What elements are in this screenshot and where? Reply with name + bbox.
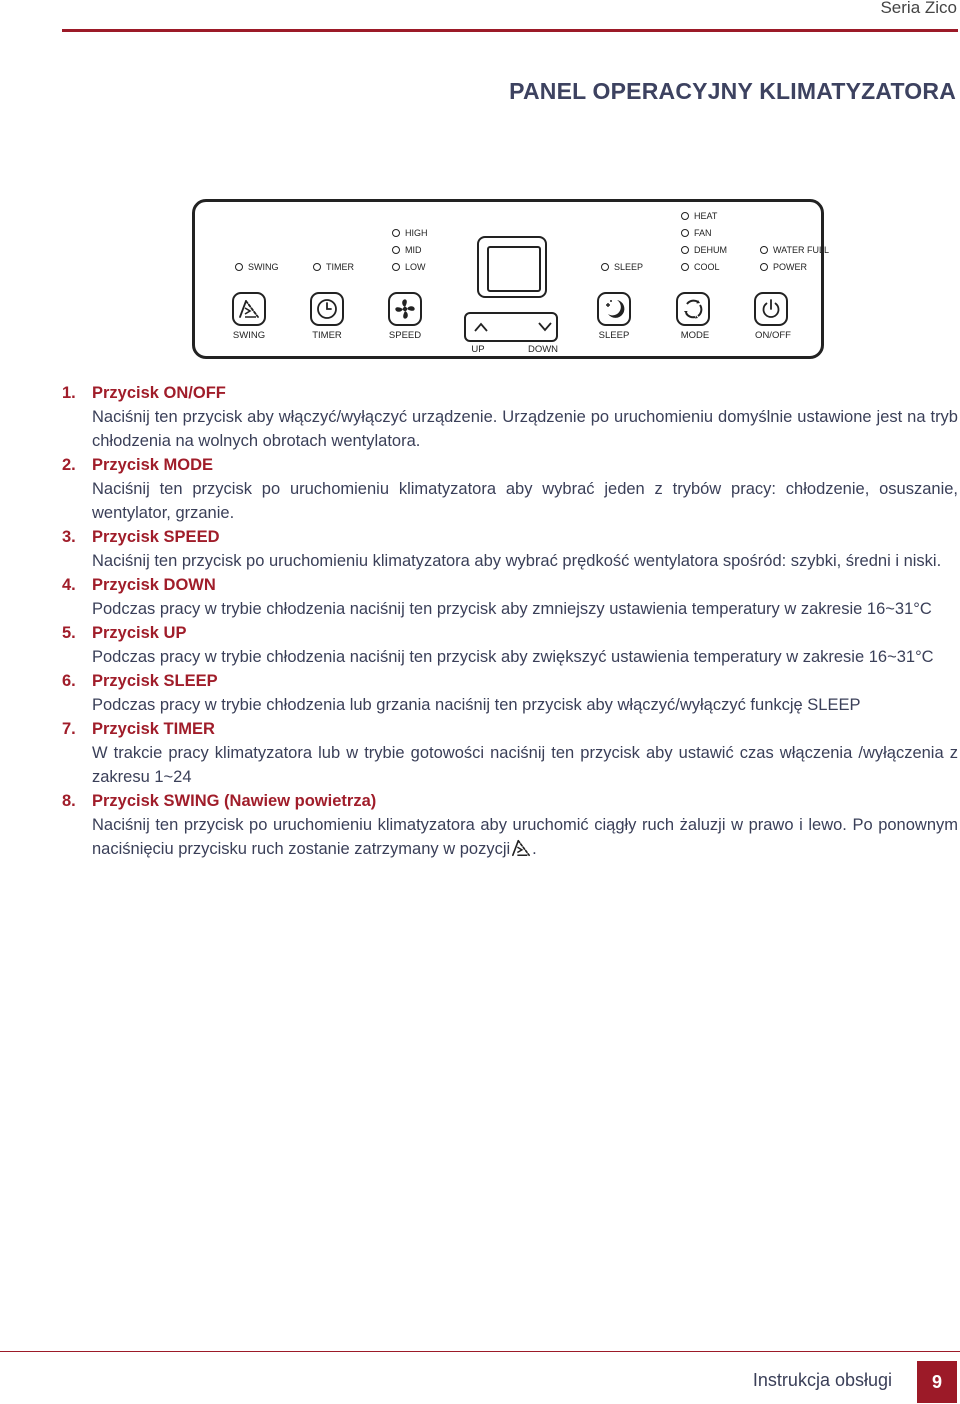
power-icon: [759, 297, 783, 321]
timer-button-label: TIMER: [312, 330, 342, 341]
list-item: 1. Przycisk ON/OFF Naciśnij ten przycisk aby włączyć/wyłączyć urządzenie. Urządzenie po uruchomieniu domyślnie ustawione jest na tryb chłodzenia na wolnych obrotach wentylatora.: [62, 381, 958, 453]
indicator-power: POWER: [760, 262, 807, 272]
mode-button-label: MODE: [680, 330, 710, 341]
list-item: 3. Przycisk SPEED Naciśnij ten przycisk po uruchomieniu klimatyzatora aby wybrać prędkość wentylatora spośród: szybki, średni i niski.: [62, 525, 958, 573]
indicator-timer: TIMER: [313, 262, 354, 272]
swing-icon: [237, 297, 261, 321]
list-item: 6. Przycisk SLEEP Podczas pracy w trybie chłodzenia lub grzania naciśnij ten przycisk aby włączyć/wyłączyć funkcję SLEEP: [62, 669, 958, 717]
led-icon: [760, 246, 768, 254]
item-heading: Przycisk DOWN: [92, 576, 216, 594]
series-name: Seria Zico: [880, 0, 957, 17]
item-heading: Przycisk SWING (Nawiew powietrza): [92, 792, 377, 810]
footer-title: Instrukcja obsługi: [752, 1370, 892, 1390]
swing-button[interactable]: [232, 292, 266, 326]
fan-icon: [393, 297, 417, 321]
item-heading: Przycisk SPEED: [92, 528, 220, 546]
item-description: Podczas pracy w trybie chłodzenia lub grzania naciśnij ten przycisk aby włączyć/wyłączyć funkcję SLEEP: [92, 696, 861, 714]
item-heading: Przycisk UP: [92, 624, 187, 642]
footer-rule: [0, 1351, 960, 1352]
page-number: 9: [917, 1361, 957, 1403]
lcd-display: [477, 236, 547, 298]
indicator-high: HIGH: [392, 228, 428, 238]
mode-button[interactable]: [676, 292, 710, 326]
page-title: PANEL OPERACYJNY KLIMATYZATORA: [509, 78, 956, 104]
led-icon: [681, 212, 689, 220]
clock-icon: [315, 297, 339, 321]
header-rule: [62, 29, 958, 32]
item-description: Podczas pracy w trybie chłodzenia naciśnij ten przycisk aby zwiększyć ustawienia temperatury w zakresie 16~31°C: [92, 648, 934, 666]
indicator-sleep: SLEEP: [601, 262, 643, 272]
list-item: 8. Przycisk SWING (Nawiew powietrza) Naciśnij ten przycisk po uruchomieniu klimatyzatora aby uruchomić ciągły ruch żaluzji w prawo i lewo. Po ponownym naciśnięciu przycisku ruch zostanie zatrzymany w pozycji .: [62, 789, 958, 861]
sleep-button[interactable]: [597, 292, 631, 326]
item-description: Naciśnij ten przycisk po uruchomieniu klimatyzatora aby wybrać prędkość wentylatora spośród: szybki, średni i niski.: [92, 552, 942, 570]
indicator-low: LOW: [392, 262, 426, 272]
led-icon: [235, 263, 243, 271]
led-icon: [681, 246, 689, 254]
led-icon: [681, 229, 689, 237]
sleep-button-label: SLEEP: [598, 330, 630, 341]
instructions-list: [62, 381, 958, 861]
swing-icon: [510, 838, 532, 858]
indicator-swing: SWING: [235, 262, 279, 272]
control-panel-diagram: [192, 199, 830, 359]
indicator-water-full: WATER FULL: [760, 245, 829, 255]
list-item: 4. Przycisk DOWN Podczas pracy w trybie chłodzenia naciśnij ten przycisk aby zmniejszy ustawienia temperatury w zakresie 16~31°C: [62, 573, 958, 621]
chevron-down-icon[interactable]: [538, 321, 552, 333]
indicator-fan: FAN: [681, 228, 712, 238]
up-button-label: UP: [471, 344, 485, 355]
speed-button[interactable]: [388, 292, 422, 326]
indicator-heat: HEAT: [681, 211, 717, 221]
indicator-dehum: DEHUM: [681, 245, 727, 255]
onoff-button-label: ON/OFF: [755, 330, 791, 341]
swing-button-label: SWING: [232, 330, 266, 341]
mode-cycle-icon: [681, 297, 705, 321]
list-item: 2. Przycisk MODE Naciśnij ten przycisk po uruchomieniu klimatyzatora aby wybrać jeden z trybów pracy: chłodzenie, osuszanie, wentylator, grzanie.: [62, 453, 958, 525]
item-description: Naciśnij ten przycisk aby włączyć/wyłączyć urządzenie. Urządzenie po uruchomieniu domyślnie ustawione jest na tryb chłodzenia na wolnych obrotach wentylatora.: [92, 408, 958, 450]
up-down-buttons: [464, 312, 558, 342]
led-icon: [392, 246, 400, 254]
list-item: 5. Przycisk UP Podczas pracy w trybie chłodzenia naciśnij ten przycisk aby zwiększyć ustawienia temperatury w zakresie 16~31°C: [62, 621, 958, 669]
item-description: W trakcie pracy klimatyzatora lub w trybie gotowości naciśnij ten przycisk aby ustawić czas włączenia /wyłączenia z zakresu 1~24: [92, 744, 958, 786]
item-description: Podczas pracy w trybie chłodzenia naciśnij ten przycisk aby zmniejszy ustawienia temperatury w zakresie 16~31°C: [92, 600, 932, 618]
chevron-up-icon[interactable]: [474, 321, 488, 333]
down-button-label: DOWN: [527, 344, 559, 355]
item-heading: Przycisk TIMER: [92, 720, 215, 738]
list-item: 7. Przycisk TIMER W trakcie pracy klimatyzatora lub w trybie gotowości naciśnij ten przycisk aby ustawić czas włączenia /wyłączenia z zakresu 1~24: [62, 717, 958, 789]
timer-button[interactable]: [310, 292, 344, 326]
item-heading: Przycisk ON/OFF: [92, 384, 226, 402]
led-icon: [681, 263, 689, 271]
item-heading: Przycisk MODE: [92, 456, 214, 474]
item-description: Naciśnij ten przycisk po uruchomieniu klimatyzatora aby uruchomić ciągły ruch żaluzji w prawo i lewo. Po ponownym naciśnięciu przycisku ruch zostanie zatrzymany w pozycji .: [92, 816, 958, 858]
item-heading: Przycisk SLEEP: [92, 672, 218, 690]
indicator-mid: MID: [392, 245, 422, 255]
moon-icon: [602, 297, 626, 321]
speed-button-label: SPEED: [388, 330, 422, 341]
onoff-button[interactable]: [754, 292, 788, 326]
led-icon: [760, 263, 768, 271]
led-icon: [313, 263, 321, 271]
led-icon: [392, 229, 400, 237]
item-description: Naciśnij ten przycisk po uruchomieniu klimatyzatora aby wybrać jeden z trybów pracy: chłodzenie, osuszanie, wentylator, grzanie.: [92, 480, 958, 522]
led-icon: [601, 263, 609, 271]
indicator-cool: COOL: [681, 262, 720, 272]
led-icon: [392, 263, 400, 271]
